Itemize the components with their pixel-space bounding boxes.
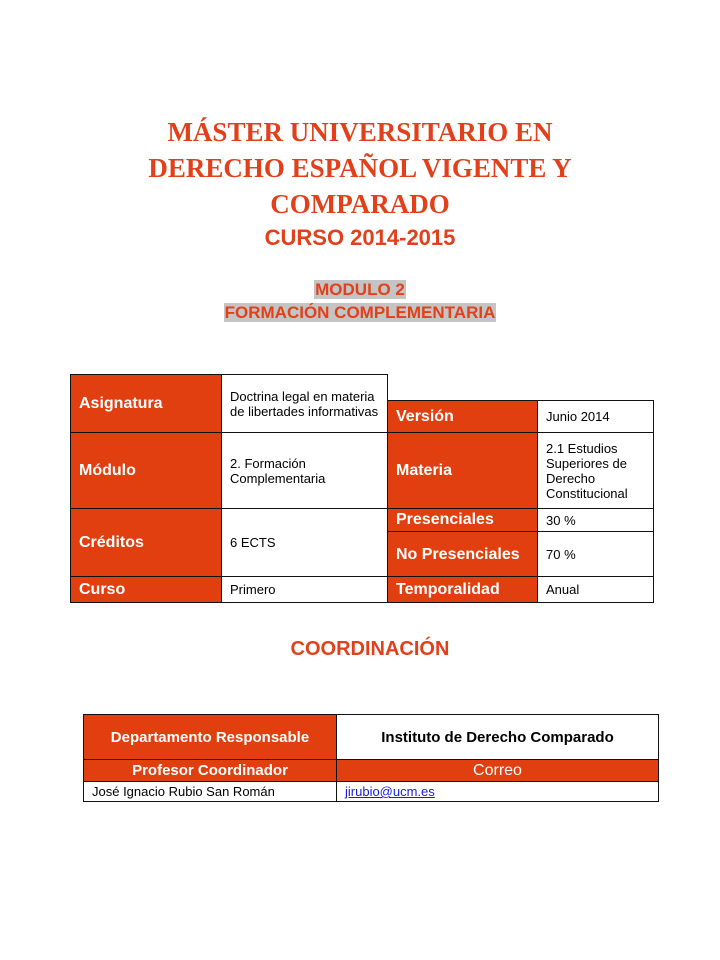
dept-label: Departamento Responsable: [83, 714, 337, 760]
materia-label: Materia: [387, 432, 538, 509]
coordination-heading: COORDINACIÓN: [290, 638, 450, 660]
module-number-text: MODULO 2: [315, 280, 405, 299]
title-line-2: DERECHO ESPAÑOL VIGENTE Y: [148, 153, 572, 183]
module-number: [0, 280, 720, 300]
no-presenciales-label: No Presenciales: [387, 531, 538, 577]
correo-cell: [336, 781, 659, 802]
no-presenciales-value: 70 %: [537, 531, 654, 577]
curso-value: Primero: [221, 576, 388, 603]
profesor-value: José Ignacio Rubio San Román: [83, 781, 337, 802]
materia-value: 2.1 Estudios Superiores de Derecho Constitucional: [537, 432, 654, 509]
temporalidad-value: Anual: [537, 576, 654, 603]
correo-label: Correo: [336, 759, 659, 782]
creditos-value: 6 ECTS: [221, 508, 388, 577]
temporalidad-label: Temporalidad: [387, 576, 538, 603]
correo-link[interactable]: jirubio@ucm.es: [345, 784, 435, 799]
version-label: Versión: [387, 400, 538, 433]
asignatura-label: Asignatura: [70, 374, 222, 433]
presenciales-value: 30 %: [537, 508, 654, 532]
modulo-label: Módulo: [70, 432, 222, 509]
creditos-label: Créditos: [70, 508, 222, 577]
module-name-text: FORMACIÓN COMPLEMENTARIA: [224, 303, 496, 322]
title-line-3: COMPARADO: [270, 189, 450, 219]
title-line-1: MÁSTER UNIVERSITARIO EN: [167, 117, 553, 147]
curso-label: Curso: [70, 576, 222, 603]
version-value: Junio 2014: [537, 400, 654, 433]
profesor-label: Profesor Coordinador: [83, 759, 337, 782]
dept-value: Instituto de Derecho Comparado: [336, 714, 659, 760]
asignatura-value: Doctrina legal en materia de libertades informativas: [221, 374, 388, 433]
presenciales-label: Presenciales: [387, 508, 538, 532]
document-title: [0, 114, 720, 222]
modulo-value: 2. Formación Complementaria: [221, 432, 388, 509]
course-year: CURSO 2014-2015: [264, 225, 456, 250]
module-name: [0, 303, 720, 323]
